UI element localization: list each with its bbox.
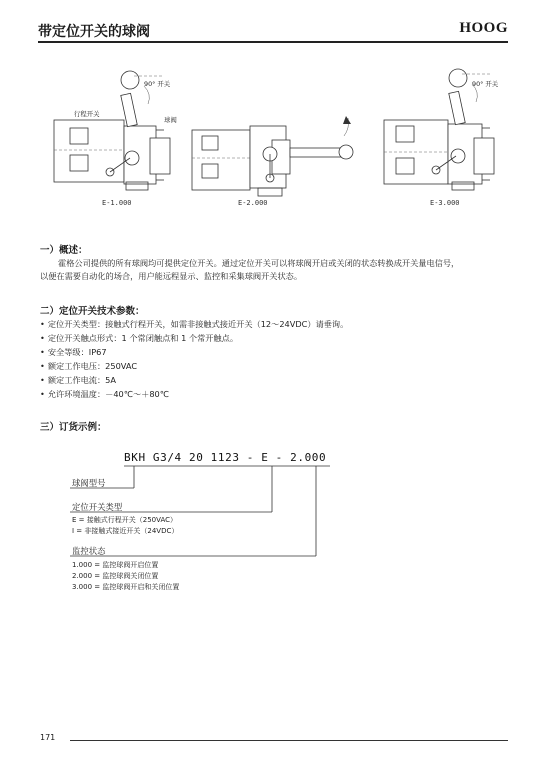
section-heading-tech-params: 二）定位开关技术参数： [40,306,145,317]
figure-label-limit-switch: 行程开关 [74,110,100,118]
section-heading-order-example: 三）订货示例： [40,422,107,433]
overview-paragraph-line1: 霍格公司提供的所有球阀均可提供定位开关。通过定位开关可以将球阀开启或关闭的状态转换成开关量电信号， [58,258,460,268]
page-title: 带定位开关的球阀 [38,24,150,40]
monitor-option: 3.000 = 监控球阀开启和关闭位置 [72,583,180,591]
brand-logo-text: HOOG [459,20,508,36]
figure-caption: E-1.000 [102,199,132,207]
switch-option: E = 接触式行程开关（250VAC） [72,516,177,524]
list-item: • 定位开关触点形式：1 个常闭触点和 1 个常开触点。 [40,331,348,345]
monitor-option: 2.000 = 监控球阀关闭位置 [72,572,159,580]
section-heading-overview: 一）概述： [40,245,88,256]
order-code: BKH G3/4 20 1123 - E - 2.000 [124,451,327,464]
footer-divider [70,740,508,741]
label-switch-type: 定位开关类型 [72,502,123,512]
figure-label-ball-valve: 球阀 [164,116,177,124]
list-item: • 安全等级：IP67 [40,345,348,359]
list-item: • 额定工作电压：250VAC [40,359,348,373]
list-item: • 额定工作电流：5A [40,373,348,387]
monitor-option: 1.000 = 监控球阀开启位置 [72,561,159,569]
figure-caption: E-2.000 [238,199,268,207]
overview-paragraph-line2: 以便在需要自动化的场合，用户能远程显示、监控和采集球阀开关状态。 [40,271,303,281]
page-number: 171 [40,733,56,742]
list-item: • 定位开关类型：接触式行程开关，如需非接触式接近开关（12～24VDC）请垂询。 [40,317,348,331]
label-valve-type: 球阀型号 [72,478,106,488]
figure-label-90-switch: 90° 开关 [472,80,499,88]
switch-option: I = 非接触式接近开关（24VDC） [72,527,179,535]
figure-caption: E-3.000 [430,199,460,207]
label-monitor-status: 监控状态 [72,546,106,556]
list-item: • 允许环境温度：－40℃～＋80℃ [40,387,348,401]
figure-label-90-switch: 90° 开关 [144,80,171,88]
